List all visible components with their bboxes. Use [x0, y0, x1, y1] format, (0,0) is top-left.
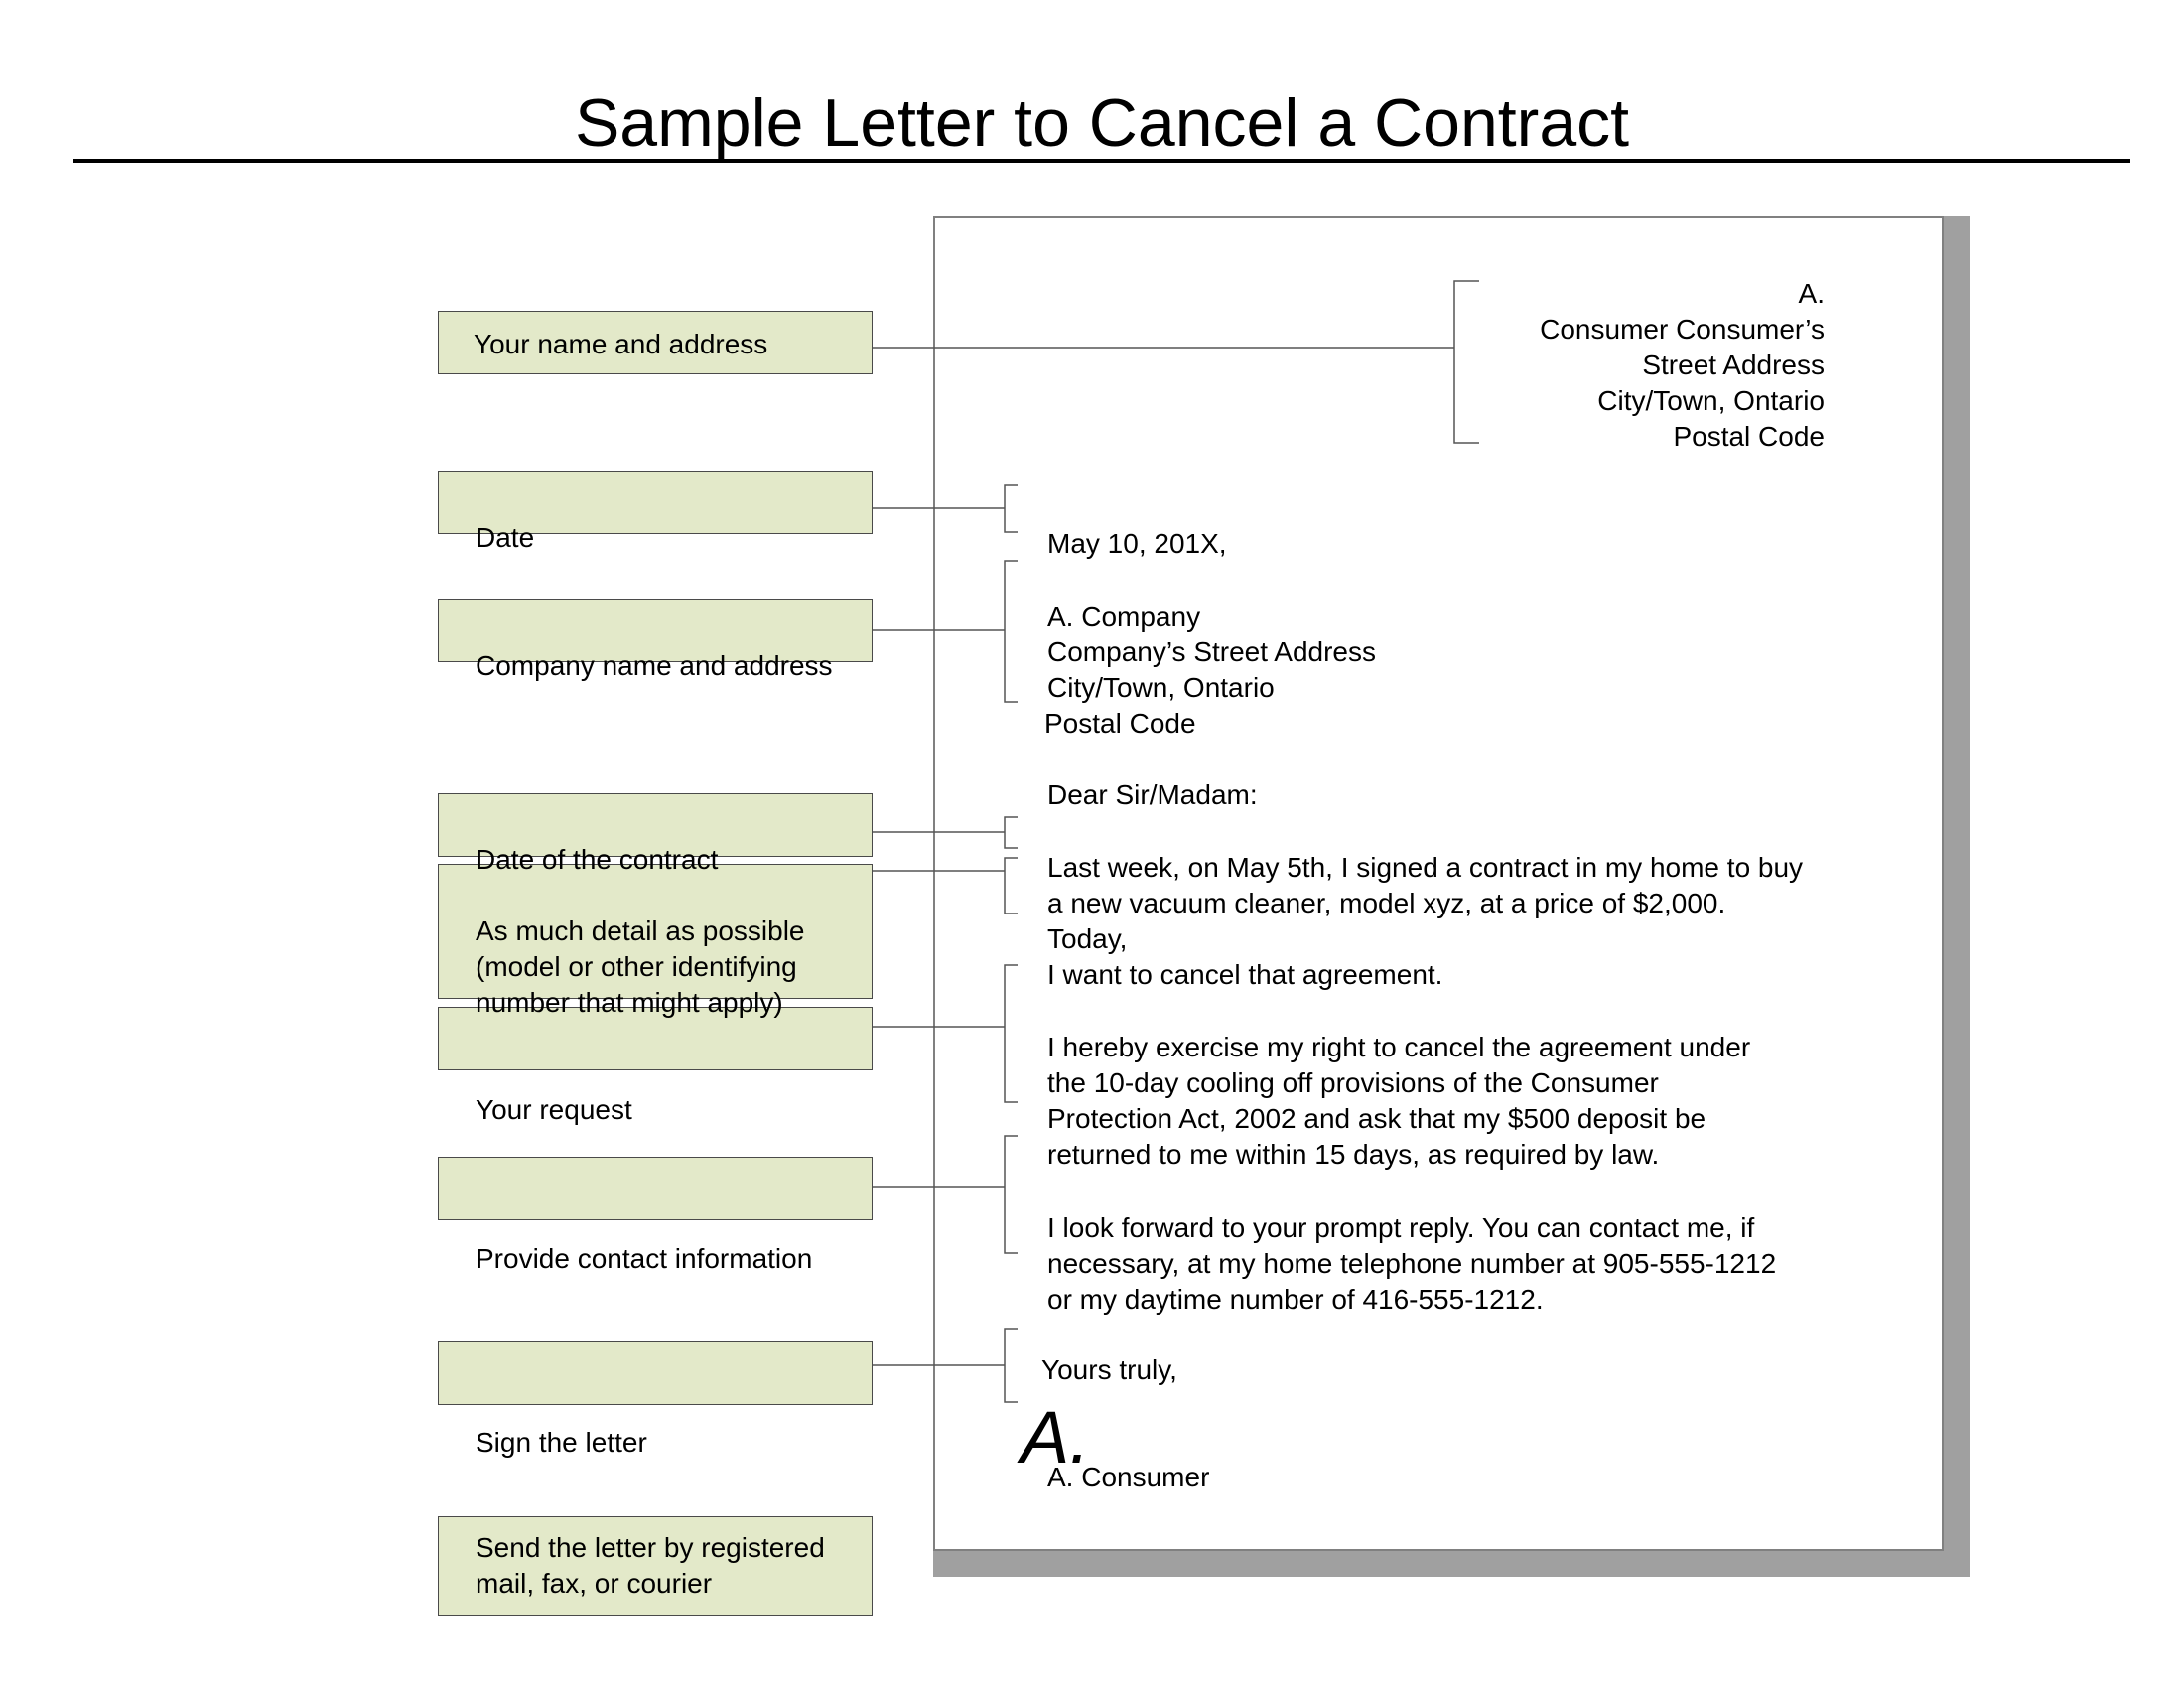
label-detail: As much detail as possible (model or other identifying number that might apply): [476, 915, 805, 1018]
letter-recipient-postal: Postal Code: [1044, 708, 1196, 739]
letter-sender-address: A. Consumer Consumer’s Street Address City/Town, Ontario Postal Code: [1540, 278, 1825, 452]
letter-signer-name: A. Consumer: [1047, 1462, 1210, 1492]
label-box-sign: [438, 1341, 873, 1405]
label-contract-date: Date of the contract: [476, 844, 719, 875]
label-box-contact: [438, 1157, 873, 1220]
title-underline: [73, 159, 2130, 163]
letter-paragraph-1: Last week, on May 5th, I signed a contract in my home to buy a new vacuum cleaner, model xyz, at a price of $2,000. Today, I want to cancel that agreement.: [1047, 852, 1804, 990]
letter-date: May 10, 201X,: [1047, 528, 1227, 559]
label-contact: Provide contact information: [476, 1243, 813, 1274]
letter-recipient-address: A. Company Company’s Street Address City/Town, Ontario: [1047, 601, 1376, 703]
label-company: Company name and address: [476, 650, 833, 681]
label-name-address: Your name and address: [474, 329, 768, 359]
letter-signature: A.: [1021, 1396, 1090, 1478]
letter-paragraph-3: I look forward to your prompt reply. You can contact me, if necessary, at my home telephone number at 905-555-1212 or my daytime number of 416-555-1212.: [1047, 1212, 1777, 1315]
label-send: Send the letter by registered mail, fax, or courier: [476, 1532, 825, 1599]
letter-closing: Yours truly,: [1041, 1354, 1177, 1385]
label-date: Date: [476, 522, 535, 553]
letter-paragraph-2: I hereby exercise my right to cancel the agreement under the 10-day cooling off provisions of the Consumer Protection Act, 2002 and ask that my $500 deposit be returned to me within 15 days, as required by law.: [1047, 1032, 1751, 1170]
letter-salutation: Dear Sir/Madam:: [1047, 779, 1258, 810]
label-sign: Sign the letter: [476, 1427, 647, 1458]
label-request: Your request: [476, 1094, 632, 1125]
page-title: Sample Letter to Cancel a Contract: [574, 85, 1630, 161]
